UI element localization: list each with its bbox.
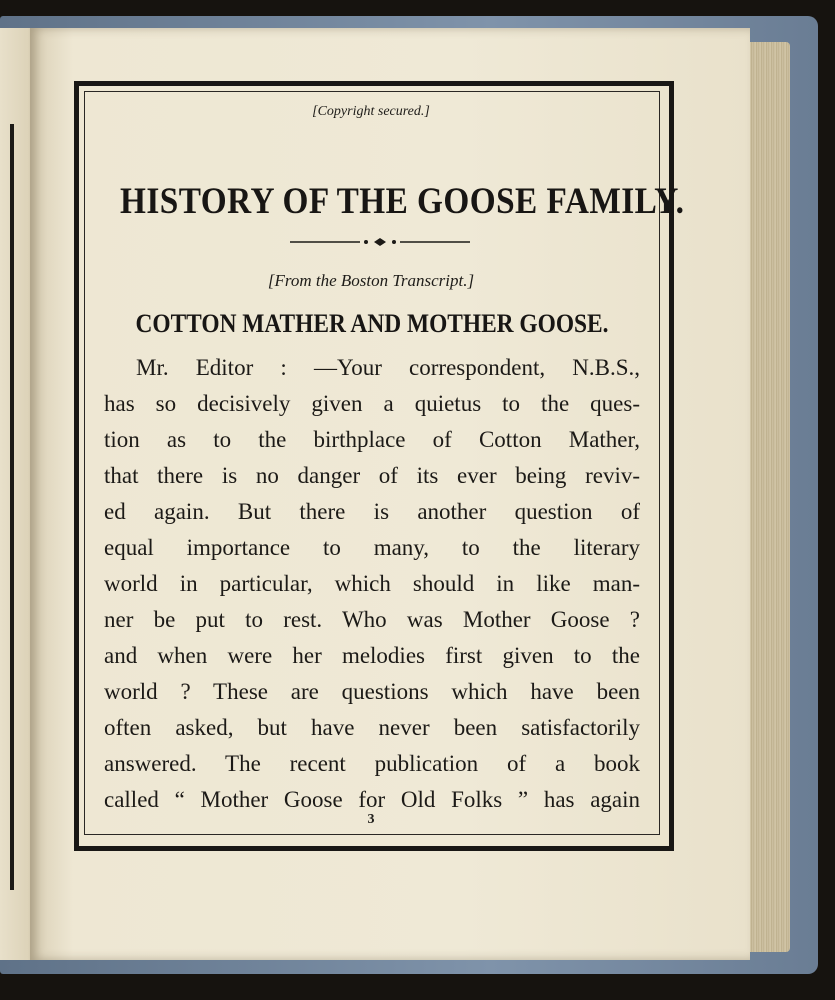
page-title: HISTORY OF THE GOOSE FAMILY. bbox=[120, 181, 685, 222]
source-attribution: [From the Boston Transcript.] bbox=[267, 271, 475, 290]
page-number: 3 bbox=[367, 812, 375, 827]
ornament-rule-icon bbox=[290, 236, 470, 248]
article-heading: COTTON MATHER AND MOTHER GOOSE. bbox=[135, 309, 609, 338]
body-line: answered. The recent publication of a book bbox=[104, 751, 640, 776]
body-line: tion as to the birthplace of Cotton Mather, bbox=[104, 427, 640, 452]
body-line: world ? These are questions which have been bbox=[104, 679, 640, 704]
body-line: called “ Mother Goose for Old Folks ” has again bbox=[104, 787, 640, 812]
body-line: and when were her melodies first given to the bbox=[104, 643, 640, 668]
body-text bbox=[104, 350, 640, 818]
body-line: Mr. Editor : —Your correspondent, N.B.S., bbox=[136, 355, 640, 380]
body-line: ed again. But there is another question of bbox=[104, 499, 640, 524]
body-line: often asked, but have never been satisfactorily bbox=[104, 715, 640, 740]
copyright-notice: [Copyright secured.] bbox=[312, 104, 430, 119]
left-page-frame-rule bbox=[0, 124, 14, 890]
body-line: ner be put to rest. Who was Mother Goose ? bbox=[104, 607, 640, 632]
body-line: that there is no danger of its ever being reviv- bbox=[104, 463, 640, 488]
body-line: world in particular, which should in like man- bbox=[104, 571, 640, 596]
body-line: equal importance to many, to the literary bbox=[104, 535, 640, 560]
body-line: has so decisively given a quietus to the ques- bbox=[104, 391, 640, 416]
